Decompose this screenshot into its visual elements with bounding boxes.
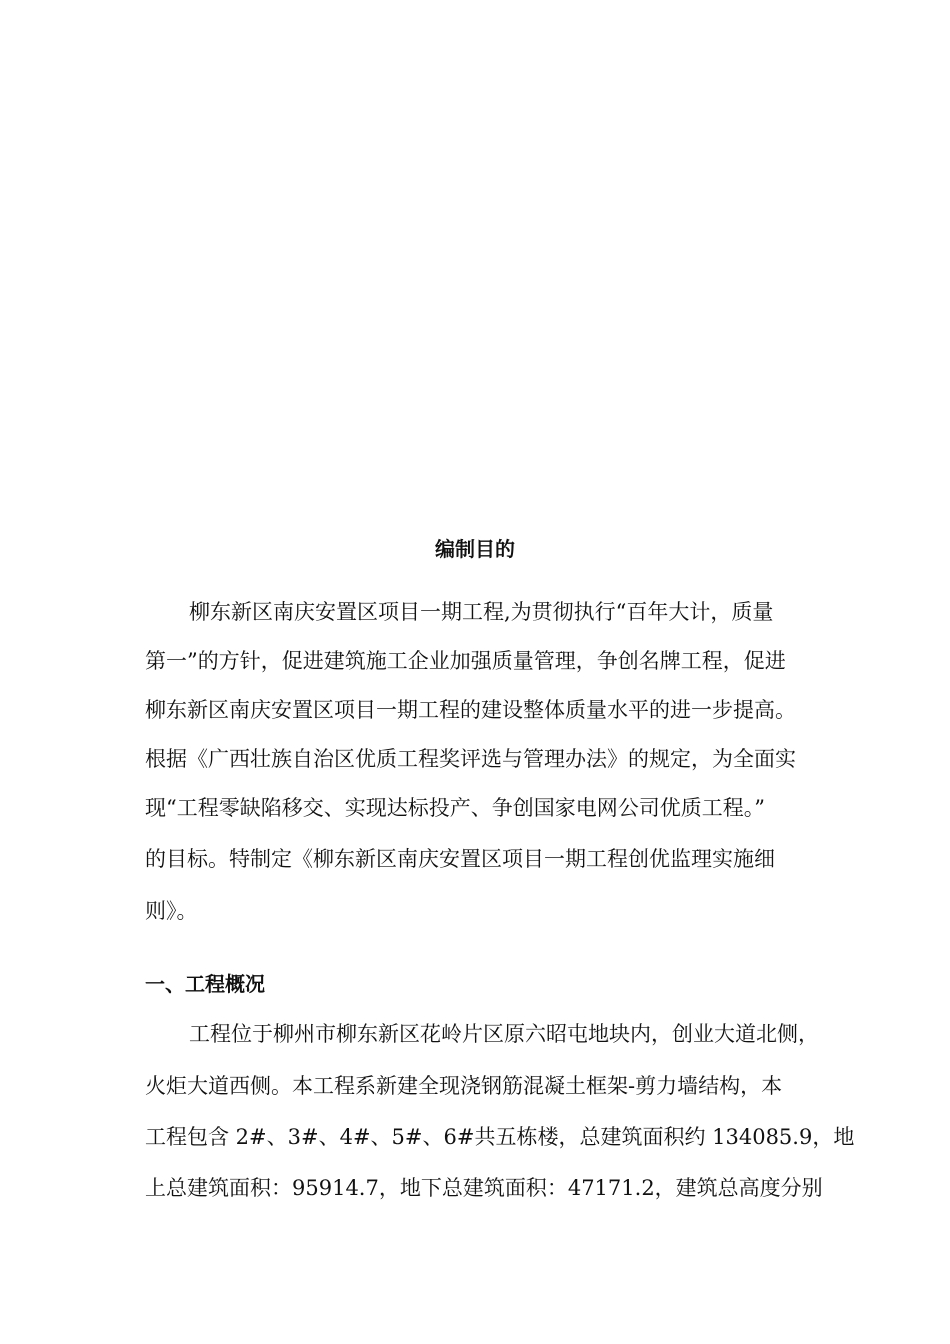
paragraph-line: 柳东新区南庆安置区项目一期工程,为贯彻执行“百年大计，质量 <box>189 600 774 624</box>
document-title: 编制目的 <box>435 537 515 561</box>
paragraph-line: 上总建筑面积：95914.7，地下总建筑面积：47171.2，建筑总高度分别 <box>145 1176 823 1200</box>
paragraph-line: 火炬大道西侧。本工程系新建全现浇钢筋混凝土框架-剪力墙结构，本 <box>145 1074 783 1098</box>
paragraph-line: 工程包含 2#、3#、4#、5#、6#共五栋楼，总建筑面积约 134085.9，地 <box>145 1125 855 1149</box>
paragraph-line: 工程位于柳州市柳东新区花岭片区原六昭屯地块内，创业大道北侧， <box>189 1022 819 1046</box>
paragraph-line: 根据《广西壮族自治区优质工程奖评选与管理办法》的规定，为全面实 <box>145 747 796 771</box>
section-heading: 一、工程概况 <box>145 972 265 996</box>
paragraph-line: 第一”的方针，促进建筑施工企业加强质量管理，争创名牌工程，促进 <box>145 649 786 673</box>
paragraph-line: 柳东新区南庆安置区项目一期工程的建设整体质量水平的进一步提高。 <box>145 698 796 722</box>
paragraph-line: 则》。 <box>145 899 198 923</box>
paragraph-line: 的目标。特制定《柳东新区南庆安置区项目一期工程创优监理实施细 <box>145 847 775 871</box>
paragraph-line: 现“工程零缺陷移交、实现达标投产、争创国家电网公司优质工程。” <box>145 796 765 820</box>
